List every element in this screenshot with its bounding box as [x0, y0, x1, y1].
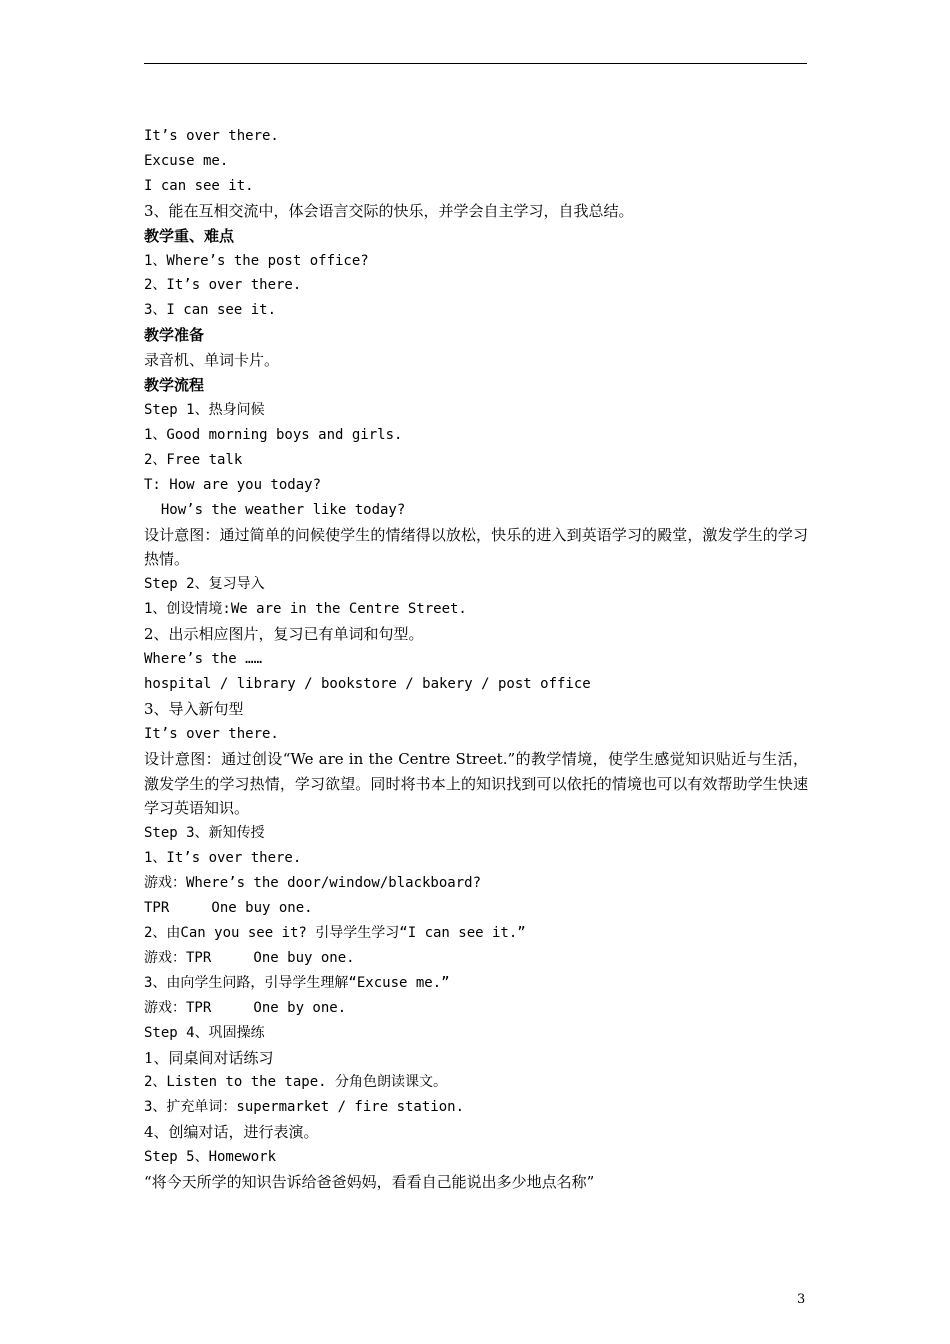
text-line: How’s the weather like today?: [144, 501, 406, 518]
text-line: 游戏：TPR One by one.: [144, 999, 347, 1016]
text-line: 1、创设情境:We are in the Centre Street.: [144, 601, 467, 618]
text-line: 3、I can see it.: [144, 302, 277, 319]
section-heading: 教学流程: [144, 376, 205, 395]
document-body: [144, 124, 808, 1195]
text-line: 1、It’s over there.: [144, 850, 302, 867]
text-line: Where’s the ……: [144, 651, 263, 668]
text-line: Step 1、热身问候: [144, 401, 265, 418]
text-line: 2、It’s over there.: [144, 277, 302, 294]
paragraph: 设计意图：通过创设“We are in the Centre Street.”的教学情境，使学生感觉知识贴近与生活，激发学生的学习热情，学习欲望。同时将书本上的知识找到可以依托的情境也可以有效帮助学生快速学习英语知识。: [144, 749, 808, 818]
text-line: 游戏：Where’s the door/window/blackboard?: [144, 875, 482, 892]
text-line: 3、导入新句型: [144, 699, 244, 718]
text-line: 1、Where’s the post office?: [144, 252, 369, 269]
text-line: 录音机、单词卡片。: [144, 351, 280, 370]
text-line: Step 2、复习导入: [144, 576, 265, 593]
text-line: 3、由向学生问路，引导学生理解“Excuse me.”: [144, 974, 450, 991]
text-line: 2、由Can you see it? 引导学生学习“I can see it.”: [144, 925, 526, 941]
text-line: T: How are you today?: [144, 476, 322, 493]
text-line: 3、能在互相交流中，体会语言交际的快乐，并学会自主学习，自我总结。: [144, 201, 634, 220]
text-line: 1、同桌间对话练习: [144, 1048, 274, 1067]
text-line: Excuse me.: [144, 152, 229, 169]
text-line: Step 5、Homework: [144, 1149, 277, 1166]
text-line: 游戏：TPR One buy one.: [144, 949, 355, 966]
text-line: Step 4、巩固操练: [144, 1024, 265, 1041]
text-line: TPR One buy one.: [144, 900, 313, 917]
section-heading: 教学重、难点: [144, 226, 235, 245]
text-line: It’s over there.: [144, 128, 279, 144]
text-line: hospital / library / bookstore / bakery / post office: [144, 675, 591, 692]
text-line: Step 3、新知传授: [144, 825, 265, 842]
section-heading: 教学准备: [144, 326, 205, 345]
text-line: 3、扩充单词：supermarket / fire station.: [144, 1099, 465, 1116]
page-number: 3: [797, 1292, 806, 1307]
text-line: I can see it.: [144, 177, 254, 194]
text-line: 2、Listen to the tape. 分角色朗读课文。: [144, 1074, 448, 1091]
text-line: 2、出示相应图片，复习已有单词和句型。: [144, 625, 424, 644]
text-line: 4、创编对话，进行表演。: [144, 1123, 319, 1142]
paragraph: 设计意图：通过简单的问候使学生的情绪得以放松，快乐的进入到英语学习的殿堂，激发学生的学习热情。: [144, 525, 808, 569]
text-line: 1、Good morning boys and girls.: [144, 426, 403, 443]
text-line: 2、Free talk: [144, 451, 243, 468]
text-line: It’s over there.: [144, 725, 279, 742]
header-rule: [144, 63, 807, 64]
text-line: “将今天所学的知识告诉给爸爸妈妈，看看自己能说出多少地点名称”: [144, 1173, 595, 1192]
